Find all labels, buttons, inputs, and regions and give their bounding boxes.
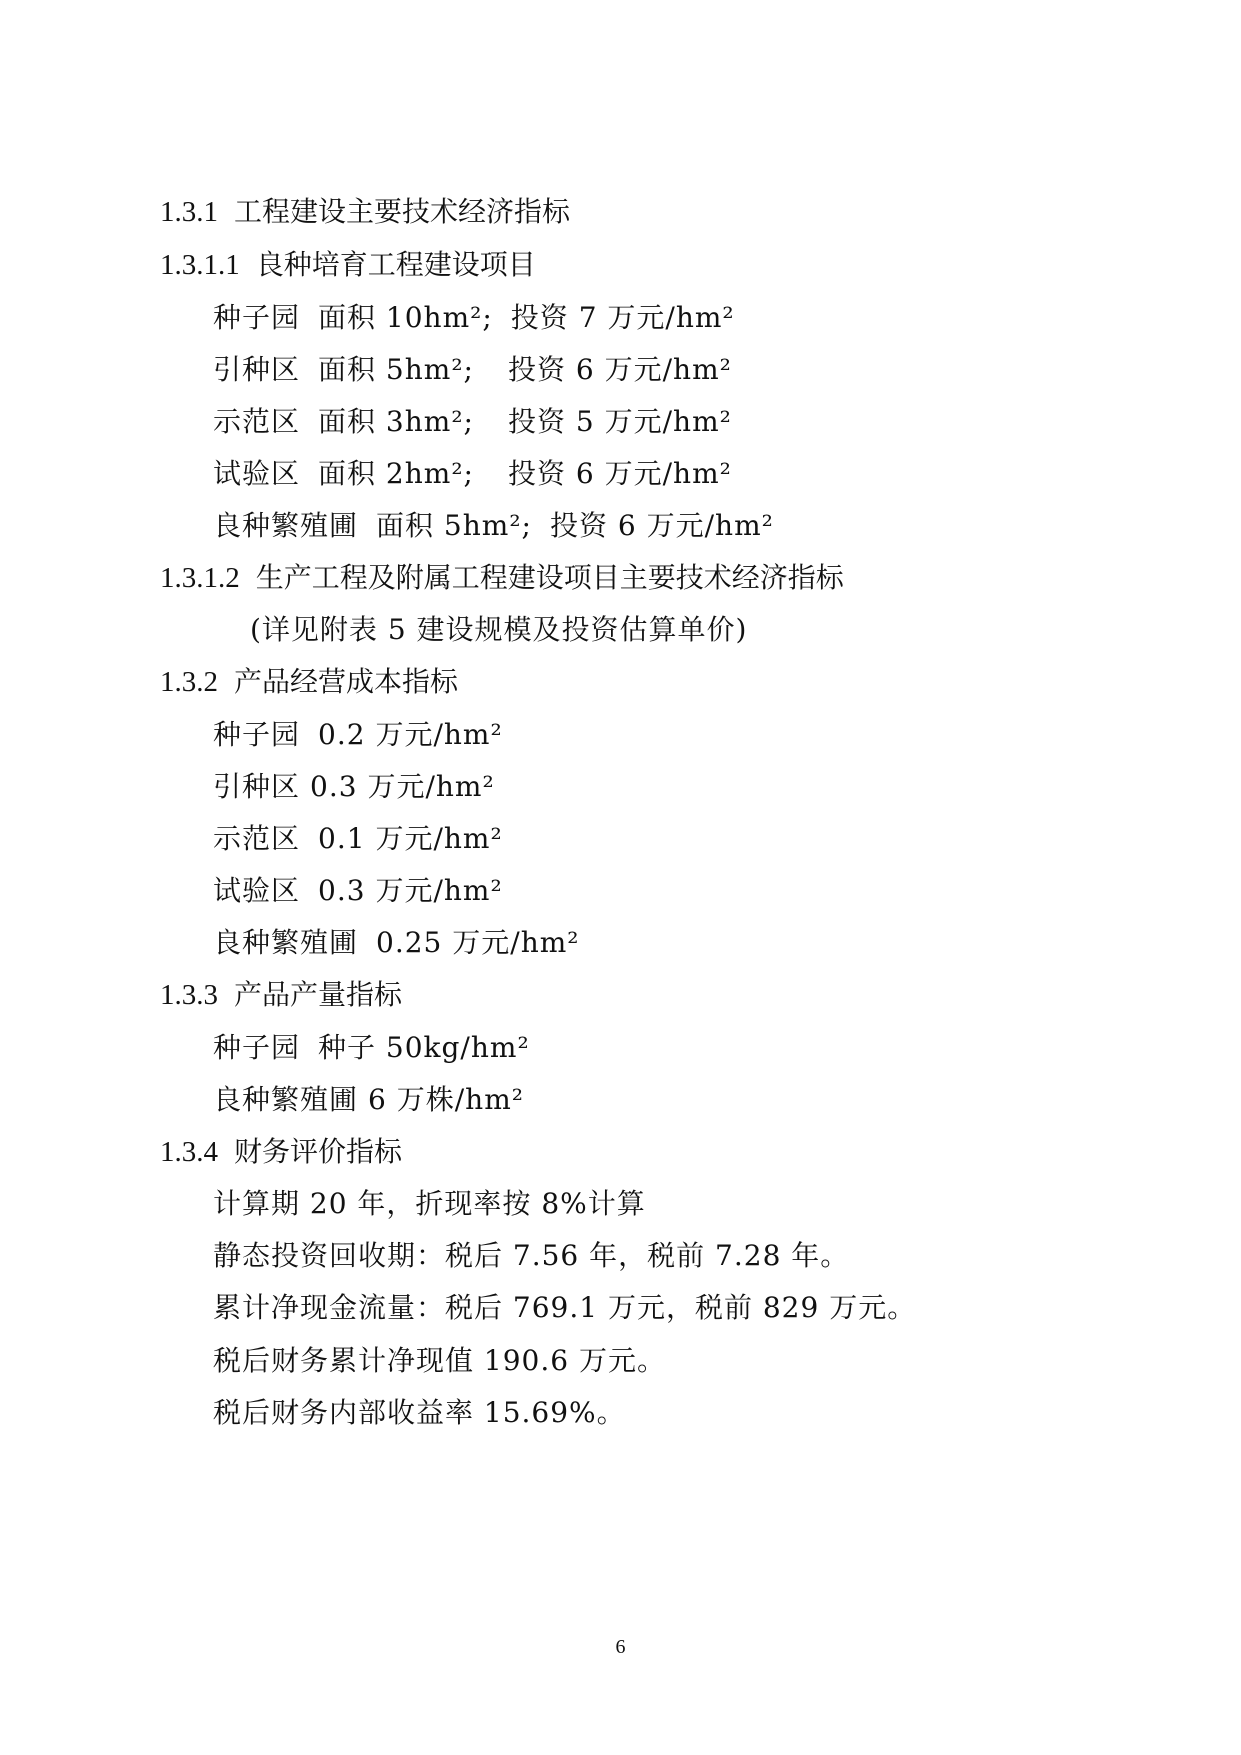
item-value: 0.1 万元/hm²: [318, 822, 503, 855]
item-area: 面积 2hm²;: [318, 457, 474, 490]
item-investment: 投资 6 万元/hm²: [507, 457, 732, 490]
cost-item: [213, 926, 580, 959]
item-name: 良种繁殖圃: [213, 1083, 359, 1116]
finance-item: 静态投资回收期：税后 7.56 年，税前 7.28 年。: [213, 1239, 850, 1272]
item-name: 试验区: [213, 457, 301, 490]
item-name: 示范区: [213, 822, 301, 855]
section-number: 1.3.1: [160, 196, 218, 228]
item-name: 试验区: [213, 874, 301, 907]
finance-item: 税后财务累计净现值 190.6 万元。: [213, 1344, 666, 1377]
item-investment: 投资 5 万元/hm²: [507, 405, 732, 438]
item-value: 0.2 万元/hm²: [318, 718, 503, 751]
section-number: 1.3.2: [160, 666, 218, 698]
construction-item: [213, 405, 732, 438]
page-number: 6: [615, 1636, 626, 1658]
item-value: 0.25 万元/hm²: [376, 926, 580, 959]
construction-item: [213, 509, 774, 542]
item-investment: 投资 6 万元/hm²: [549, 509, 774, 542]
section-number: 1.3.1.1: [160, 249, 240, 281]
item-name: 引种区: [213, 353, 301, 386]
item-area: 面积 10hm²;: [318, 301, 493, 334]
item-name: 良种繁殖圃: [213, 509, 359, 542]
item-value: 6 万株/hm²: [368, 1083, 524, 1116]
section-heading-1-3-1-1: [160, 248, 536, 281]
section-title: 生产工程及附属工程建设项目主要技术经济指标: [255, 561, 844, 594]
construction-item: [213, 301, 735, 334]
finance-item: 计算期 20 年，折现率按 8%计算: [213, 1187, 646, 1220]
cost-item: [213, 770, 495, 803]
cost-item: [213, 874, 503, 907]
section-heading-1-3-3: [160, 978, 403, 1011]
item-investment: 投资 7 万元/hm²: [510, 301, 735, 334]
section-heading-1-3-2: [160, 665, 459, 698]
section-title: 产品经营成本指标: [234, 665, 459, 698]
section-title: 良种培育工程建设项目: [255, 248, 536, 281]
section-number: 1.3.4: [160, 1136, 218, 1168]
section-title: 产品产量指标: [234, 978, 403, 1011]
section-heading-1-3-1: [160, 195, 571, 228]
reference-note: (详见附表 5 建设规模及投资估算单价): [250, 613, 748, 646]
item-value: 种子 50kg/hm²: [318, 1031, 530, 1064]
item-name: 种子园: [213, 1031, 301, 1064]
section-number: 1.3.1.2: [160, 562, 240, 594]
item-value: 0.3 万元/hm²: [310, 770, 495, 803]
cost-item: [213, 718, 503, 751]
item-area: 面积 3hm²;: [318, 405, 474, 438]
item-name: 良种繁殖圃: [213, 926, 359, 959]
output-item: [213, 1083, 524, 1116]
finance-item: 累计净现金流量：税后 769.1 万元，税前 829 万元。: [213, 1291, 917, 1324]
item-value: 0.3 万元/hm²: [318, 874, 503, 907]
section-heading-1-3-1-2: [160, 561, 844, 594]
item-name: 种子园: [213, 301, 301, 334]
output-item: [213, 1031, 530, 1064]
finance-item: 税后财务内部收益率 15.69%。: [213, 1396, 626, 1429]
item-name: 示范区: [213, 405, 301, 438]
item-area: 面积 5hm²;: [376, 509, 532, 542]
item-area: 面积 5hm²;: [318, 353, 474, 386]
item-name: 引种区: [213, 770, 301, 803]
item-name: 种子园: [213, 718, 301, 751]
item-investment: 投资 6 万元/hm²: [507, 353, 732, 386]
construction-item: [213, 353, 732, 386]
cost-item: [213, 822, 503, 855]
construction-item: [213, 457, 732, 490]
section-title: 工程建设主要技术经济指标: [234, 195, 571, 228]
section-title: 财务评价指标: [234, 1135, 403, 1168]
section-heading-1-3-4: [160, 1135, 403, 1168]
section-number: 1.3.3: [160, 979, 218, 1011]
